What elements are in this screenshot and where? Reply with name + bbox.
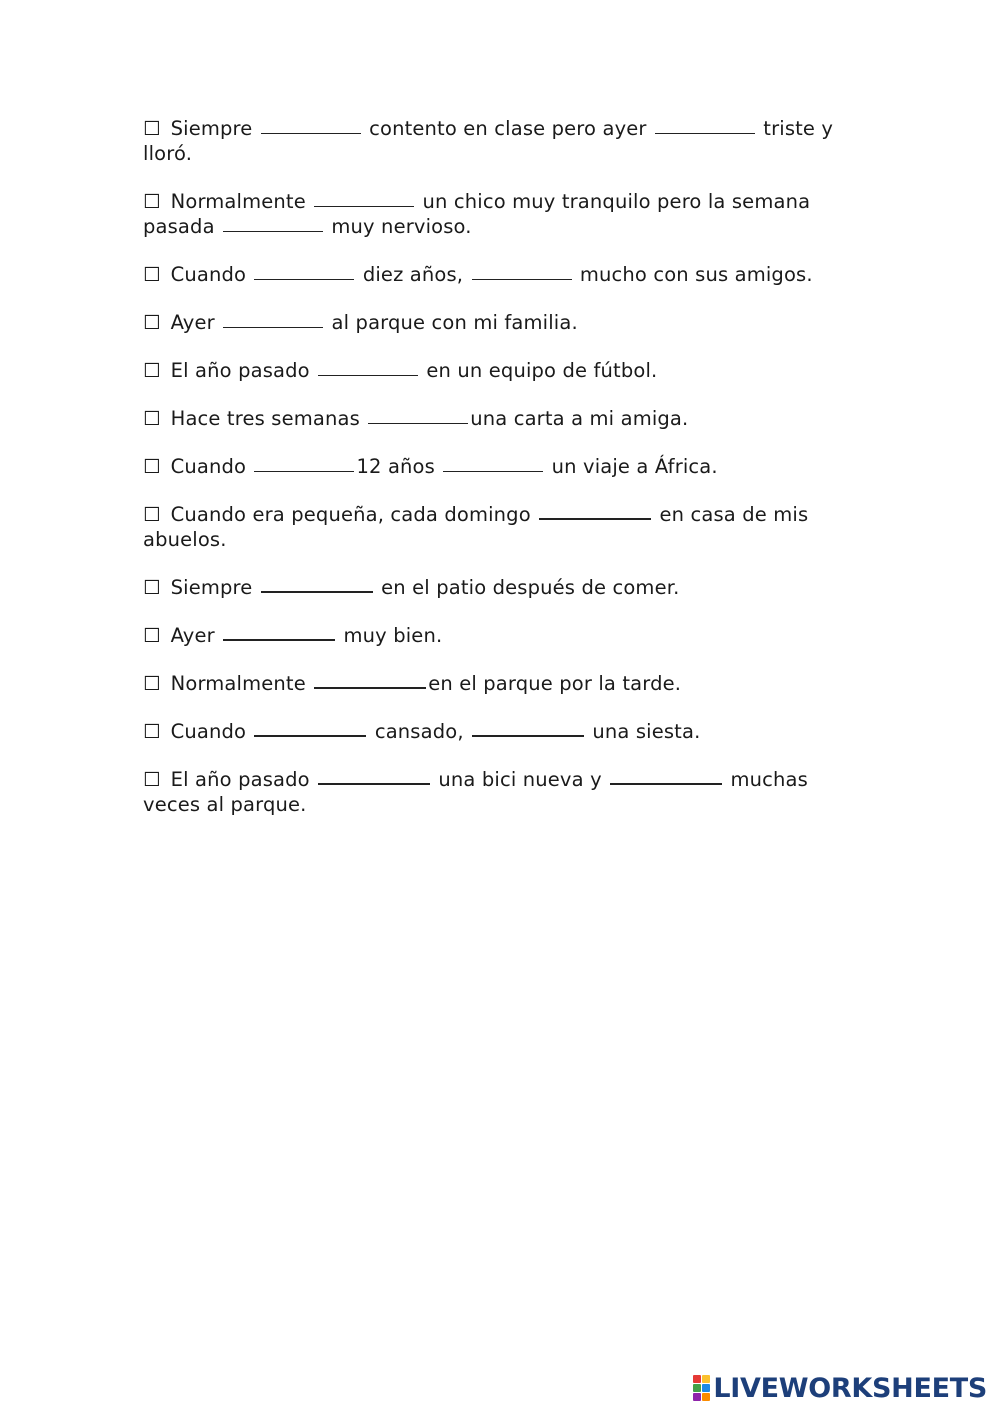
checkbox-icon[interactable]: ☐ <box>143 455 161 478</box>
item-text: en casa de mis abuelos. <box>143 503 809 551</box>
answer-blank[interactable] <box>610 782 722 785</box>
exercise-item <box>143 310 855 335</box>
answer-blank[interactable] <box>254 470 354 472</box>
item-text: El año pasado <box>170 768 317 791</box>
exercise-item <box>143 623 855 648</box>
checkbox-icon[interactable]: ☐ <box>143 576 161 599</box>
logo-tile <box>702 1375 710 1383</box>
checkbox-icon[interactable]: ☐ <box>143 624 161 647</box>
checkbox-icon[interactable]: ☐ <box>143 720 161 743</box>
answer-blank[interactable] <box>314 205 414 207</box>
exercise-item <box>143 671 855 696</box>
item-text: cansado, <box>368 720 471 743</box>
exercise-item <box>143 116 855 166</box>
item-text: muchas veces al parque. <box>143 768 808 816</box>
answer-blank[interactable] <box>223 638 335 641</box>
logo-text: LIVEWORKSHEETS <box>713 1372 987 1404</box>
checkbox-icon[interactable]: ☐ <box>143 768 161 791</box>
item-text: Cuando <box>170 263 253 286</box>
item-text: una bici nueva y <box>432 768 609 791</box>
exercise-item <box>143 189 855 239</box>
answer-blank[interactable] <box>443 470 543 472</box>
exercise-item <box>143 719 855 744</box>
item-text: un viaje a África. <box>545 455 718 478</box>
item-text: Cuando <box>170 720 253 743</box>
item-text: en el patio después de comer. <box>374 576 680 599</box>
logo-tile <box>702 1384 710 1392</box>
item-text: Cuando <box>170 455 253 478</box>
answer-blank[interactable] <box>254 734 366 737</box>
answer-blank[interactable] <box>368 422 468 424</box>
answer-blank[interactable] <box>318 782 430 785</box>
answer-blank[interactable] <box>261 132 361 134</box>
item-text: en el parque por la tarde. <box>428 672 682 695</box>
exercise-item <box>143 454 855 479</box>
item-text: muy nervioso. <box>325 215 472 238</box>
item-text: Normalmente <box>170 190 313 213</box>
answer-blank[interactable] <box>472 278 572 280</box>
checkbox-icon[interactable]: ☐ <box>143 311 161 334</box>
exercise-item <box>143 767 855 817</box>
item-text: Siempre <box>170 117 259 140</box>
checkbox-icon[interactable]: ☐ <box>143 503 161 526</box>
item-text: muy bien. <box>337 624 443 647</box>
exercise-item <box>143 502 855 552</box>
exercise-item <box>143 406 855 431</box>
answer-blank[interactable] <box>472 734 584 737</box>
checkbox-icon[interactable]: ☐ <box>143 263 161 286</box>
logo-tile <box>693 1384 701 1392</box>
exercise-item <box>143 262 855 287</box>
exercise-item <box>143 575 855 600</box>
checkbox-icon[interactable]: ☐ <box>143 190 161 213</box>
item-text: una siesta. <box>586 720 701 743</box>
checkbox-icon[interactable]: ☐ <box>143 117 161 140</box>
item-text: El año pasado <box>170 359 317 382</box>
logo-tile <box>702 1393 710 1401</box>
item-text: Ayer <box>170 311 222 334</box>
checkbox-icon[interactable]: ☐ <box>143 407 161 430</box>
answer-blank[interactable] <box>539 517 651 520</box>
worksheet-body <box>143 116 855 840</box>
answer-blank[interactable] <box>261 590 373 593</box>
checkbox-icon[interactable]: ☐ <box>143 672 161 695</box>
item-text: triste y lloró. <box>143 117 834 165</box>
item-text: diez años, <box>356 263 470 286</box>
checkbox-icon[interactable]: ☐ <box>143 359 161 382</box>
item-text: una carta a mi amiga. <box>470 407 689 430</box>
liveworksheets-logo <box>693 1372 987 1404</box>
item-text: Siempre <box>170 576 259 599</box>
answer-blank[interactable] <box>254 278 354 280</box>
answer-blank[interactable] <box>318 374 418 376</box>
item-text: un chico muy tranquilo pero la semana pasada <box>143 190 811 238</box>
exercise-item <box>143 358 855 383</box>
item-text: Cuando era pequeña, cada domingo <box>170 503 538 526</box>
item-text: en un equipo de fútbol. <box>420 359 658 382</box>
item-text: al parque con mi familia. <box>325 311 578 334</box>
answer-blank[interactable] <box>314 686 426 689</box>
item-text: contento en clase pero ayer <box>362 117 653 140</box>
item-text: Hace tres semanas <box>170 407 367 430</box>
answer-blank[interactable] <box>223 326 323 328</box>
logo-tile <box>693 1393 701 1401</box>
answer-blank[interactable] <box>223 230 323 232</box>
item-text: mucho con sus amigos. <box>573 263 813 286</box>
item-text: 12 años <box>356 455 442 478</box>
item-text: Normalmente <box>170 672 313 695</box>
logo-mark-icon <box>693 1375 710 1401</box>
logo-tile <box>693 1375 701 1383</box>
answer-blank[interactable] <box>655 132 755 134</box>
item-text: Ayer <box>170 624 222 647</box>
